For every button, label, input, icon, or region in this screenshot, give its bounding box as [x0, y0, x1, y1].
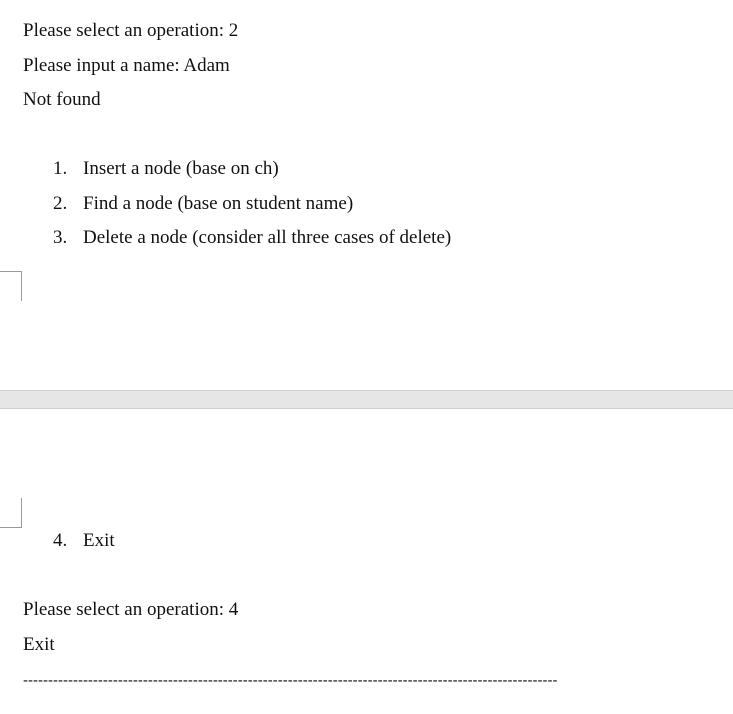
menu-item-find [53, 193, 353, 215]
operation-prompt-line: Please select an operation: 2 [23, 20, 239, 41]
menu-item-delete [53, 227, 451, 249]
menu-item-label: Insert a node (base on ch) [83, 158, 279, 179]
menu-item-number: 3. [53, 227, 68, 248]
page-margin-crop-mark [0, 271, 22, 301]
page-break-gap [0, 390, 733, 409]
menu-item-number: 4. [53, 530, 68, 551]
dashed-separator: ----------------------------------------------------------------------------------------------------------- [23, 672, 558, 689]
menu-item-insert [53, 158, 279, 180]
menu-item-label: Delete a node (consider all three cases of delete) [83, 227, 452, 248]
menu-item-number: 1. [53, 158, 68, 179]
exit-result-line: Exit [23, 634, 55, 655]
menu-item-exit [53, 530, 115, 552]
menu-item-number: 2. [53, 193, 68, 214]
menu-item-label: Find a node (base on student name) [83, 193, 354, 214]
not-found-result-line: Not found [23, 89, 101, 110]
page-margin-crop-mark [0, 498, 22, 528]
operation-prompt-line: Please select an operation: 4 [23, 599, 239, 620]
name-input-prompt-line: Please input a name: Adam [23, 55, 230, 76]
menu-item-label: Exit [83, 530, 115, 551]
